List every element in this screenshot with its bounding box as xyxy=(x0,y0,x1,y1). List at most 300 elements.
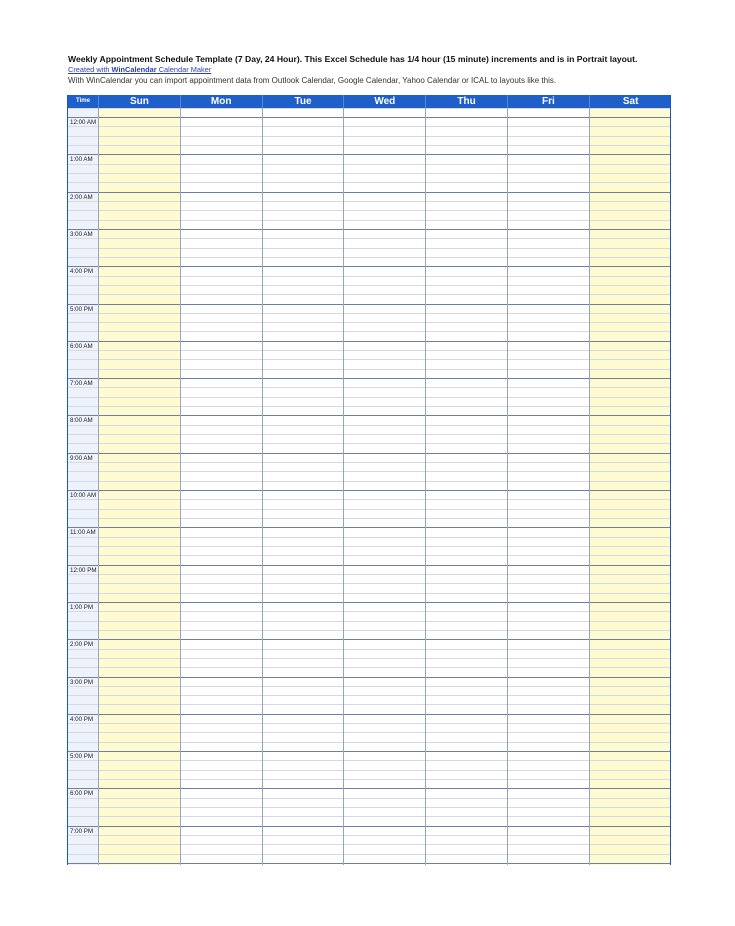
hour-line xyxy=(590,154,671,155)
half-hour-line xyxy=(508,136,589,137)
hour-line xyxy=(508,117,589,118)
quarter-hour-line xyxy=(68,164,98,165)
half-hour-line xyxy=(590,621,671,622)
quarter-hour-line xyxy=(344,369,425,370)
quarter-hour-line xyxy=(68,686,98,687)
quarter-hour-line xyxy=(426,760,507,761)
created-with-link[interactable] xyxy=(68,65,708,75)
half-hour-line xyxy=(68,621,98,622)
quarter-hour-line xyxy=(344,108,425,109)
half-hour-line xyxy=(344,770,425,771)
hour-line xyxy=(68,453,98,454)
half-hour-line xyxy=(181,621,262,622)
quarter-hour-line xyxy=(508,704,589,705)
quarter-hour-line xyxy=(590,145,671,146)
half-hour-line xyxy=(99,732,180,733)
quarter-hour-line xyxy=(181,649,262,650)
quarter-hour-line xyxy=(344,667,425,668)
half-hour-line xyxy=(99,509,180,510)
quarter-hour-line xyxy=(508,387,589,388)
half-hour-line xyxy=(68,583,98,584)
half-hour-line xyxy=(508,322,589,323)
hour-line xyxy=(590,788,671,789)
quarter-hour-line xyxy=(426,257,507,258)
quarter-hour-line xyxy=(344,481,425,482)
hour-line xyxy=(590,415,671,416)
hour-line xyxy=(263,453,344,454)
quarter-hour-line xyxy=(344,649,425,650)
quarter-hour-line xyxy=(181,238,262,239)
half-hour-line xyxy=(508,285,589,286)
quarter-hour-line xyxy=(68,835,98,836)
hour-line xyxy=(508,490,589,491)
quarter-hour-line xyxy=(263,518,344,519)
hour-line xyxy=(181,453,262,454)
hour-line xyxy=(263,639,344,640)
quarter-hour-line xyxy=(590,779,671,780)
quarter-hour-line xyxy=(590,350,671,351)
day-header-row xyxy=(68,95,670,108)
quarter-hour-line xyxy=(590,798,671,799)
quarter-hour-line xyxy=(590,387,671,388)
hour-line xyxy=(181,304,262,305)
day-column-fri[interactable] xyxy=(508,108,590,865)
half-hour-line xyxy=(344,322,425,323)
hour-line xyxy=(426,453,507,454)
quarter-hour-line xyxy=(590,425,671,426)
half-hour-line xyxy=(263,136,344,137)
quarter-hour-line xyxy=(263,313,344,314)
quarter-hour-line xyxy=(181,481,262,482)
quarter-hour-line xyxy=(344,816,425,817)
quarter-hour-line xyxy=(344,276,425,277)
quarter-hour-line xyxy=(344,257,425,258)
quarter-hour-line xyxy=(263,593,344,594)
hour-line xyxy=(508,677,589,678)
quarter-hour-line xyxy=(181,425,262,426)
quarter-hour-line xyxy=(68,350,98,351)
half-hour-line xyxy=(590,248,671,249)
half-hour-line xyxy=(590,210,671,211)
quarter-hour-line xyxy=(344,835,425,836)
half-hour-line xyxy=(99,248,180,249)
hour-line xyxy=(590,192,671,193)
quarter-hour-line xyxy=(508,779,589,780)
quarter-hour-line xyxy=(181,835,262,836)
quarter-hour-line xyxy=(99,257,180,258)
hour-line xyxy=(344,863,425,864)
time-label: 1:00 AM xyxy=(70,156,93,164)
hour-line xyxy=(68,192,98,193)
quarter-hour-line xyxy=(68,798,98,799)
hour-line xyxy=(344,602,425,603)
quarter-hour-line xyxy=(99,686,180,687)
quarter-hour-line xyxy=(68,294,98,295)
half-hour-line xyxy=(99,359,180,360)
quarter-hour-line xyxy=(426,294,507,295)
quarter-hour-line xyxy=(68,369,98,370)
quarter-hour-line xyxy=(99,481,180,482)
quarter-hour-line xyxy=(99,798,180,799)
quarter-hour-line xyxy=(99,350,180,351)
quarter-hour-line xyxy=(99,574,180,575)
hour-line xyxy=(508,602,589,603)
hour-line xyxy=(181,117,262,118)
quarter-hour-line xyxy=(263,164,344,165)
quarter-hour-line xyxy=(508,443,589,444)
hour-line xyxy=(590,565,671,566)
time-label: 7:00 PM xyxy=(70,827,94,835)
half-hour-line xyxy=(263,248,344,249)
quarter-hour-line xyxy=(344,406,425,407)
quarter-hour-line xyxy=(590,331,671,332)
half-hour-line xyxy=(590,397,671,398)
quarter-hour-line xyxy=(263,499,344,500)
half-hour-line xyxy=(508,658,589,659)
day-column-mon[interactable] xyxy=(181,108,263,865)
quarter-hour-line xyxy=(426,816,507,817)
quarter-hour-line xyxy=(590,276,671,277)
quarter-hour-line xyxy=(426,798,507,799)
hour-line xyxy=(263,826,344,827)
hour-line xyxy=(344,490,425,491)
hour-line xyxy=(344,117,425,118)
quarter-hour-line xyxy=(426,369,507,370)
hour-line xyxy=(263,490,344,491)
quarter-hour-line xyxy=(99,182,180,183)
half-hour-line xyxy=(68,248,98,249)
quarter-hour-line xyxy=(263,443,344,444)
quarter-hour-line xyxy=(426,126,507,127)
quarter-hour-line xyxy=(508,313,589,314)
quarter-hour-line xyxy=(99,611,180,612)
quarter-hour-line xyxy=(508,331,589,332)
quarter-hour-line xyxy=(590,220,671,221)
quarter-hour-line xyxy=(344,126,425,127)
half-hour-line xyxy=(508,173,589,174)
hour-line xyxy=(426,341,507,342)
quarter-hour-line xyxy=(344,499,425,500)
half-hour-line xyxy=(263,397,344,398)
time-label: 4:00 PM xyxy=(70,268,94,276)
quarter-hour-line xyxy=(263,798,344,799)
hour-line xyxy=(344,229,425,230)
half-hour-line xyxy=(344,359,425,360)
hour-line xyxy=(426,527,507,528)
time-label: 7:00 AM xyxy=(70,380,93,388)
quarter-hour-line xyxy=(590,667,671,668)
hour-line xyxy=(590,602,671,603)
hour-line xyxy=(99,863,180,864)
hour-line xyxy=(426,602,507,603)
quarter-hour-line xyxy=(181,462,262,463)
quarter-hour-line xyxy=(263,462,344,463)
hour-line xyxy=(181,565,262,566)
half-hour-line xyxy=(344,695,425,696)
time-label: 4:00 PM xyxy=(70,715,94,723)
quarter-hour-line xyxy=(590,518,671,519)
hour-line xyxy=(590,266,671,267)
hour-line xyxy=(181,341,262,342)
quarter-hour-line xyxy=(181,126,262,127)
day-header-sat: Sat xyxy=(622,96,639,107)
hour-line xyxy=(344,788,425,789)
quarter-hour-line xyxy=(344,704,425,705)
half-hour-line xyxy=(99,695,180,696)
half-hour-line xyxy=(508,621,589,622)
quarter-hour-line xyxy=(263,649,344,650)
half-hour-line xyxy=(68,136,98,137)
quarter-hour-line xyxy=(181,760,262,761)
quarter-hour-line xyxy=(99,164,180,165)
quarter-hour-line xyxy=(263,816,344,817)
half-hour-line xyxy=(508,509,589,510)
quarter-hour-line xyxy=(590,723,671,724)
quarter-hour-line xyxy=(68,126,98,127)
hour-line xyxy=(99,415,180,416)
hour-line xyxy=(263,788,344,789)
hour-line xyxy=(344,751,425,752)
day-header-sun: Sun xyxy=(99,95,181,108)
hour-line xyxy=(181,788,262,789)
hour-line xyxy=(590,453,671,454)
quarter-hour-line xyxy=(426,425,507,426)
hour-line xyxy=(426,154,507,155)
half-hour-line xyxy=(508,695,589,696)
day-header-fri: Fri xyxy=(508,95,590,108)
quarter-hour-line xyxy=(68,779,98,780)
quarter-hour-line xyxy=(181,276,262,277)
quarter-hour-line xyxy=(181,294,262,295)
half-hour-line xyxy=(590,807,671,808)
quarter-hour-line xyxy=(99,816,180,817)
hour-line xyxy=(590,117,671,118)
quarter-hour-line xyxy=(590,443,671,444)
time-column xyxy=(68,108,99,865)
quarter-hour-line xyxy=(508,294,589,295)
quarter-hour-line xyxy=(590,816,671,817)
hour-line xyxy=(263,415,344,416)
day-column-thu[interactable] xyxy=(426,108,508,865)
hour-line xyxy=(344,714,425,715)
quarter-hour-line xyxy=(263,574,344,575)
quarter-hour-line xyxy=(68,387,98,388)
half-hour-line xyxy=(181,285,262,286)
quarter-hour-line xyxy=(590,369,671,370)
quarter-hour-line xyxy=(68,760,98,761)
hour-line xyxy=(181,602,262,603)
hour-line xyxy=(590,863,671,864)
quarter-hour-line xyxy=(263,667,344,668)
half-hour-line xyxy=(181,322,262,323)
half-hour-line xyxy=(590,695,671,696)
hour-line xyxy=(68,117,98,118)
quarter-hour-line xyxy=(68,276,98,277)
hour-line xyxy=(99,266,180,267)
hour-line xyxy=(263,602,344,603)
hour-line xyxy=(181,378,262,379)
quarter-hour-line xyxy=(344,537,425,538)
quarter-hour-line xyxy=(508,201,589,202)
quarter-hour-line xyxy=(68,667,98,668)
quarter-hour-line xyxy=(508,630,589,631)
quarter-hour-line xyxy=(344,238,425,239)
day-column-sat[interactable] xyxy=(590,108,671,865)
quarter-hour-line xyxy=(426,406,507,407)
quarter-hour-line xyxy=(68,518,98,519)
hour-line xyxy=(263,304,344,305)
quarter-hour-line xyxy=(181,443,262,444)
hour-line xyxy=(508,229,589,230)
half-hour-line xyxy=(263,173,344,174)
half-hour-line xyxy=(344,844,425,845)
quarter-hour-line xyxy=(508,425,589,426)
half-hour-line xyxy=(263,583,344,584)
hour-line xyxy=(181,229,262,230)
hour-line xyxy=(508,565,589,566)
quarter-hour-line xyxy=(263,630,344,631)
quarter-hour-line xyxy=(426,649,507,650)
quarter-hour-line xyxy=(263,760,344,761)
time-label: 12:00 AM xyxy=(70,119,97,126)
quarter-hour-line xyxy=(181,257,262,258)
hour-line xyxy=(68,863,98,864)
quarter-hour-line xyxy=(99,126,180,127)
quarter-hour-line xyxy=(181,704,262,705)
day-column-wed[interactable] xyxy=(344,108,426,865)
quarter-hour-line xyxy=(181,723,262,724)
half-hour-line xyxy=(590,471,671,472)
quarter-hour-line xyxy=(99,220,180,221)
quarter-hour-line xyxy=(99,331,180,332)
half-hour-line xyxy=(590,658,671,659)
hour-line xyxy=(99,565,180,566)
quarter-hour-line xyxy=(590,294,671,295)
quarter-hour-line xyxy=(426,182,507,183)
half-hour-line xyxy=(426,621,507,622)
quarter-hour-line xyxy=(508,816,589,817)
quarter-hour-line xyxy=(426,350,507,351)
half-hour-line xyxy=(68,210,98,211)
quarter-hour-line xyxy=(426,686,507,687)
quarter-hour-line xyxy=(181,779,262,780)
half-hour-line xyxy=(426,173,507,174)
day-column-tue[interactable] xyxy=(263,108,345,865)
quarter-hour-line xyxy=(344,425,425,426)
hour-line xyxy=(590,304,671,305)
hour-line xyxy=(426,229,507,230)
quarter-hour-line xyxy=(508,611,589,612)
quarter-hour-line xyxy=(263,257,344,258)
hour-line xyxy=(344,192,425,193)
quarter-hour-line xyxy=(344,294,425,295)
time-label: 10:00 AM xyxy=(70,492,97,499)
quarter-hour-line xyxy=(508,593,589,594)
quarter-hour-line xyxy=(426,164,507,165)
quarter-hour-line xyxy=(590,835,671,836)
quarter-hour-line xyxy=(68,704,98,705)
hour-line xyxy=(181,639,262,640)
quarter-hour-line xyxy=(344,350,425,351)
hour-line xyxy=(426,378,507,379)
half-hour-line xyxy=(99,136,180,137)
hour-line xyxy=(99,378,180,379)
quarter-hour-line xyxy=(181,369,262,370)
day-column-sun[interactable] xyxy=(99,108,181,865)
quarter-hour-line xyxy=(344,742,425,743)
quarter-hour-line xyxy=(263,108,344,109)
quarter-hour-line xyxy=(344,593,425,594)
hour-line xyxy=(344,304,425,305)
hour-line xyxy=(263,192,344,193)
quarter-hour-line xyxy=(426,779,507,780)
quarter-hour-line xyxy=(590,481,671,482)
hour-line xyxy=(99,826,180,827)
half-hour-line xyxy=(263,658,344,659)
quarter-hour-line xyxy=(99,462,180,463)
quarter-hour-line xyxy=(99,593,180,594)
quarter-hour-line xyxy=(99,499,180,500)
quarter-hour-line xyxy=(181,686,262,687)
quarter-hour-line xyxy=(508,760,589,761)
half-hour-line xyxy=(68,397,98,398)
quarter-hour-line xyxy=(181,499,262,500)
hour-line xyxy=(68,677,98,678)
quarter-hour-line xyxy=(99,854,180,855)
hour-line xyxy=(508,863,589,864)
half-hour-line xyxy=(590,136,671,137)
hour-line xyxy=(508,788,589,789)
quarter-hour-line xyxy=(181,555,262,556)
quarter-hour-line xyxy=(99,667,180,668)
quarter-hour-line xyxy=(590,499,671,500)
half-hour-line xyxy=(590,285,671,286)
hour-line xyxy=(99,192,180,193)
hour-line xyxy=(590,677,671,678)
half-hour-line xyxy=(344,173,425,174)
hour-line xyxy=(263,565,344,566)
hour-line xyxy=(181,863,262,864)
quarter-hour-line xyxy=(68,742,98,743)
half-hour-line xyxy=(99,434,180,435)
half-hour-line xyxy=(590,732,671,733)
quarter-hour-line xyxy=(508,145,589,146)
half-hour-line xyxy=(426,434,507,435)
quarter-hour-line xyxy=(263,182,344,183)
quarter-hour-line xyxy=(263,723,344,724)
quarter-hour-line xyxy=(181,331,262,332)
quarter-hour-line xyxy=(344,164,425,165)
time-label: 6:00 AM xyxy=(70,342,93,350)
quarter-hour-line xyxy=(590,649,671,650)
hour-line xyxy=(426,192,507,193)
quarter-hour-line xyxy=(426,481,507,482)
half-hour-line xyxy=(590,173,671,174)
quarter-hour-line xyxy=(344,443,425,444)
half-hour-line xyxy=(426,248,507,249)
hour-line xyxy=(590,639,671,640)
half-hour-line xyxy=(508,583,589,584)
quarter-hour-line xyxy=(263,238,344,239)
half-hour-line xyxy=(263,770,344,771)
quarter-hour-line xyxy=(590,537,671,538)
hour-line xyxy=(426,117,507,118)
hour-line xyxy=(508,266,589,267)
hour-line xyxy=(99,602,180,603)
quarter-hour-line xyxy=(263,276,344,277)
half-hour-line xyxy=(426,359,507,360)
quarter-hour-line xyxy=(508,182,589,183)
